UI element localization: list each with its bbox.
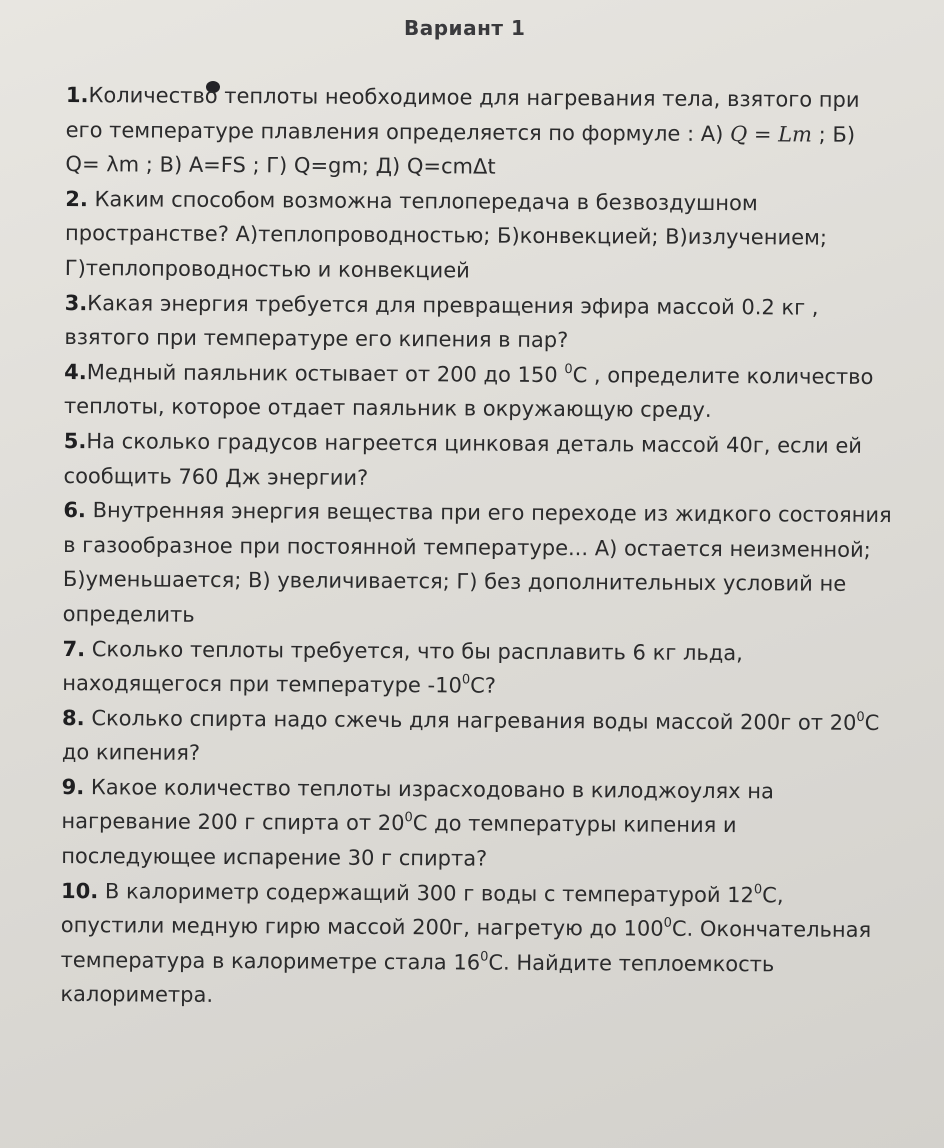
questions-list: [60, 78, 896, 1017]
question-text-rest: С. Найдите теплоемкость калориметра.: [60, 950, 775, 1008]
question-1: [65, 78, 896, 187]
question-text: Количество теплоты необходимое для нагревания тела, взятого при его температуре плавления определяется по формуле : А): [65, 83, 860, 146]
degree-mark: 0: [663, 915, 672, 931]
question-text: Каким способом возможна теплопередача в безвоздушном пространстве? А)теплопроводностью; Б)конвекцией; В)излучением; Г)теплопроводностью и конвекцией: [64, 186, 828, 283]
degree-mark: 0: [480, 949, 489, 965]
question-text: Какое количество теплоты израсходовано в килоджоулях на нагревание 200 г спирта от 20: [61, 775, 774, 836]
question-text: Какая энергия требуется для превращения эфира массой 0.2 кг , взятого при температуре его кипения в пар?: [64, 290, 819, 353]
question-text: Внутренняя энергия вещества при его переходе из жидкого состояния в газообразное при постоянной температуре... А) остается неизменной; Б)уменьшается; В) увеличивается; Г) без дополнительных условий не определить: [62, 498, 892, 627]
question-4: [64, 355, 894, 429]
question-number: 8.: [62, 705, 85, 730]
question-7: [62, 631, 892, 705]
degree-mark: 0: [856, 709, 865, 725]
degree-mark: 0: [564, 361, 573, 377]
question-2: [65, 182, 896, 291]
question-text: На сколько градусов нагреется цинковая деталь массой 40г, если ей сообщить 760 Дж энергии?: [63, 429, 863, 490]
question-5: [63, 424, 893, 498]
question-number: 3.: [64, 290, 88, 315]
question-10: [60, 874, 891, 1017]
question-8: [62, 701, 892, 775]
question-text-rest: С , определите количество теплоты, которое отдает паяльник в окружающую среду.: [63, 362, 874, 423]
question-text-rest: С?: [470, 673, 497, 698]
degree-mark: 0: [404, 810, 413, 826]
question-number: 4.: [64, 359, 87, 384]
question-9: [61, 770, 892, 879]
question-number: 10.: [60, 878, 99, 903]
question-number: 9.: [61, 774, 85, 799]
question-text: В калориметр содержащий 300 г воды с температурой 12: [98, 878, 754, 907]
question-number: 1.: [65, 82, 89, 108]
question-text: Медный паяльник остывает от 200 до 150: [86, 359, 565, 387]
question-text-rest: С до кипения?: [61, 710, 880, 766]
question-text-rest: ; Б) Q= λm ; В) A=FS ; Г) Q=gm; Д) Q=cmΔt: [65, 122, 856, 179]
question-text: Сколько теплоты требуется, что бы расплавить 6 кг льда, находящегося при температуре -10: [62, 636, 743, 698]
formula: Q = Lm: [729, 121, 813, 147]
question-number: 7.: [62, 636, 86, 661]
degree-mark: 0: [753, 881, 763, 897]
question-text: Сколько спирта надо сжечь для нагревания воды массой 200г от 20: [84, 705, 857, 735]
question-6: [63, 493, 894, 636]
question-number: 2.: [65, 186, 88, 211]
question-text-part: С, опустили медную гирю массой 200г, нагретую до 100: [60, 882, 784, 941]
variant-title: Вариант 1: [404, 16, 526, 40]
question-3: [64, 286, 894, 360]
question-text-part: С. Окончательная температура в калориметре стала 16: [60, 916, 872, 975]
degree-mark: 0: [461, 672, 471, 688]
question-number: 5.: [63, 428, 87, 454]
question-number: 6.: [63, 498, 87, 523]
question-text-rest: С до температуры кипения и последующее испарение 30 г спирта?: [61, 811, 737, 871]
